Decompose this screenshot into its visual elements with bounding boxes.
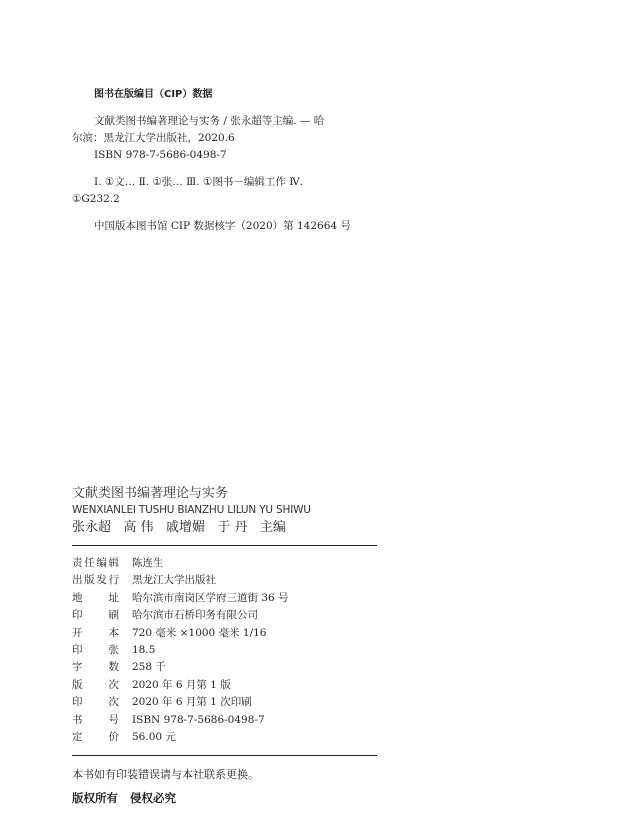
info-label: 书 号: [72, 713, 119, 726]
info-row: [72, 677, 377, 694]
info-value: 哈尔滨市南岗区学府三道街 36 号: [132, 591, 289, 604]
divider-bottom: [72, 755, 377, 756]
book-imprint: [72, 485, 377, 806]
info-row: [72, 694, 377, 711]
info-value: 720 毫米 ×1000 毫米 1/16: [132, 626, 267, 639]
info-value: 18.5: [132, 644, 156, 657]
book-authors: 张永超 高 伟 戚增媚 于 丹 主编: [72, 520, 286, 535]
cip-line-1: 文献类图书编著理论与实务 / 张永超等主编. — 哈: [94, 115, 325, 127]
info-label: 责任编辑: [72, 557, 119, 569]
info-value: 黑龙江大学出版社: [132, 574, 216, 587]
info-label: 印 次: [72, 696, 119, 709]
cip-line-2: 尔滨：黑龙江大学出版社，2020.6: [72, 132, 235, 144]
info-label: 印 刷: [72, 609, 119, 622]
cip-record-number: 中国版本图书馆 CIP 数据核字（2020）第 142664 号: [94, 220, 351, 232]
book-title: 文献类图书编著理论与实务: [72, 486, 229, 501]
publication-info: [72, 555, 377, 746]
info-label: 印 张: [72, 644, 119, 657]
info-value: 2020 年 6 月第 1 版: [132, 678, 231, 691]
info-value: 哈尔滨市石桥印务有限公司: [132, 609, 258, 622]
info-row: [72, 712, 377, 729]
info-label: 地 址: [72, 591, 119, 604]
info-value: ISBN 978-7-5686-0498-7: [132, 713, 265, 726]
info-value: 2020 年 6 月第 1 次印刷: [132, 696, 252, 709]
info-label: 版 次: [72, 678, 119, 691]
cip-block: [72, 86, 392, 235]
cip-classification: Ⅰ. ①文… Ⅱ. ①张… Ⅲ. ①图书－编辑工作 Ⅳ.: [94, 176, 304, 188]
cip-isbn: ISBN 978-7-5686-0498-7: [94, 149, 227, 161]
info-value: 陈连生: [132, 557, 164, 569]
info-value: 56.00 元: [132, 731, 176, 744]
copyright-notice: 版权所有 侵权必究: [72, 791, 177, 806]
book-pinyin-title: WENXIANLEI TUSHU BIANZHU LILUN YU SHIWU: [72, 504, 311, 516]
info-value: 258 千: [132, 661, 166, 674]
info-row: [72, 729, 377, 746]
info-row: [72, 555, 377, 572]
info-label: 开 本: [72, 626, 119, 639]
info-label: 定 价: [72, 731, 119, 744]
info-row: [72, 572, 377, 589]
info-label: 出版发行: [72, 574, 119, 587]
info-row: [72, 659, 377, 676]
cip-class-number: ①G232.2: [72, 193, 120, 205]
info-row: [72, 590, 377, 607]
info-row: [72, 642, 377, 659]
cip-heading: 图书在版编目（CIP）数据: [94, 89, 213, 100]
replacement-notice: 本书如有印装错误请与本社联系更换。: [72, 768, 259, 782]
info-label: 字 数: [72, 661, 119, 674]
info-row: [72, 607, 377, 624]
info-row: [72, 625, 377, 642]
divider-top: [72, 545, 377, 546]
